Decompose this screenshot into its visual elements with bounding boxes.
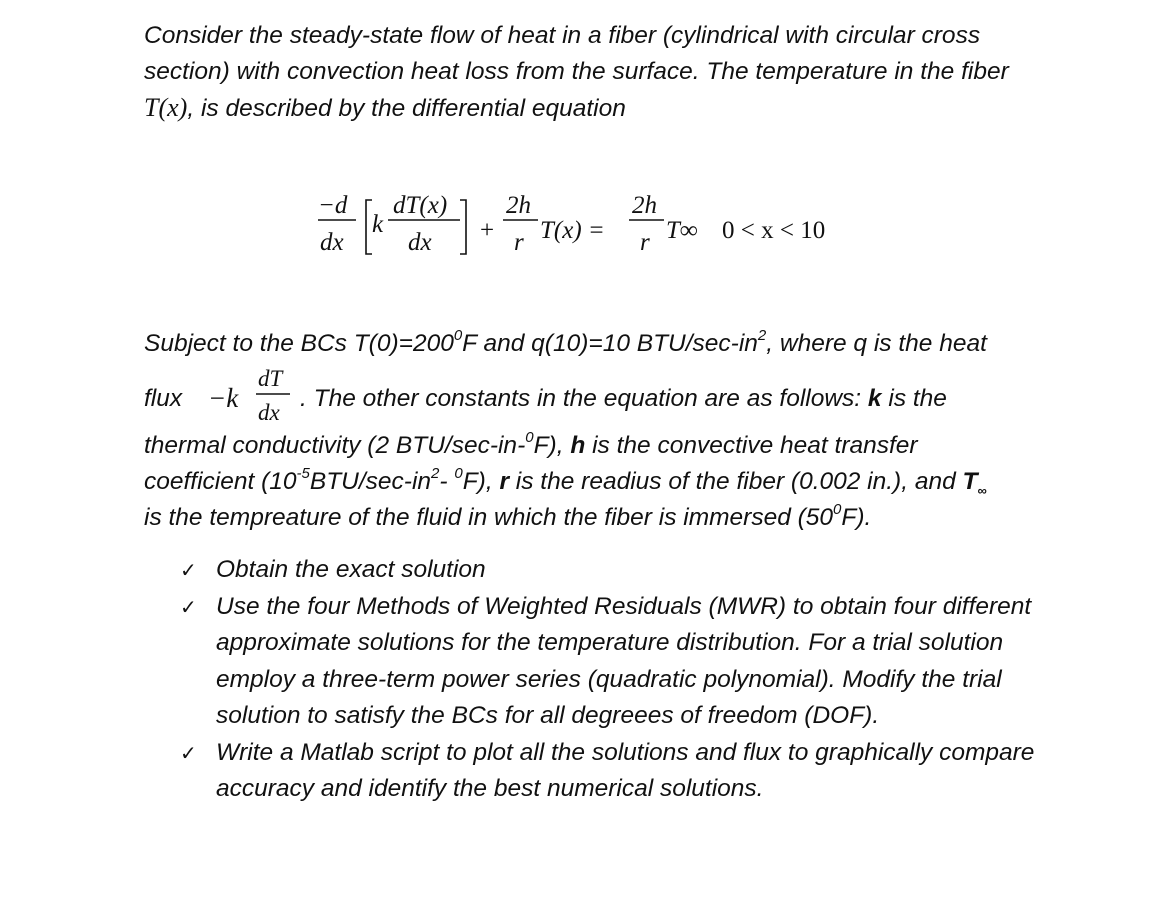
bcs-line-3 [144, 428, 918, 460]
flux-dx: dx [258, 400, 280, 425]
eq-right-bracket [460, 200, 466, 254]
checklist-item [180, 589, 1040, 735]
r-bold: r [499, 468, 509, 495]
square-sup: 2 [431, 464, 440, 482]
bcs-text: F and q(10)=10 BTU/sec-in [462, 330, 758, 357]
intro-function: T(x) [144, 93, 188, 122]
square-sup: 2 [757, 326, 767, 344]
intro-text-1: Consider the steady-state flow of heat in a fiber (cylindrical with circular cross section) with convection heat loss from the surface. The temperature in the fiber [144, 22, 1009, 85]
eq-dTx: dT(x) [393, 192, 448, 219]
checklist-item-text: Use the four Methods of Weighted Residuals (MWR) to obtain four different approximate solutions for the temperature distribution. For a trial solution employ a three-term power series (quadratic polynomial). Modify the trial solution to satisfy the BCs for all degreees of freedom (DOF). [216, 592, 1032, 729]
checklist-item-text: Write a Matlab script to plot all the solutions and flux to graphically compare accuracy and identify the best numerical solutions. [216, 738, 1035, 802]
bcs-text: - [439, 468, 455, 495]
degree-sup: 0 [525, 428, 534, 446]
eq-minus-d: −d [318, 192, 348, 219]
eq-plus: + [480, 217, 495, 244]
t-bold: T [962, 468, 978, 495]
bcs-line-2 [144, 385, 182, 413]
bcs-line-5 [144, 500, 872, 532]
eq-2h-2: 2h [632, 192, 657, 219]
inf-sub: ∞ [977, 482, 987, 498]
bcs-text: thermal conductivity (2 BTU/sec-in- [144, 432, 526, 459]
eq-dx-2: dx [408, 229, 432, 256]
k-bold: k [867, 385, 882, 412]
flux-formula [206, 364, 306, 428]
bcs-text: F). [841, 504, 872, 531]
bcs-line-2-rest [300, 385, 947, 413]
eq-k: k [372, 211, 384, 238]
bcs-text: BTU/sec-in [309, 468, 432, 495]
bcs-text: , where q is the heat [766, 330, 987, 357]
exponent-sup: -5 [296, 464, 310, 482]
eq-2h-1: 2h [506, 192, 531, 219]
flux-word: flux [144, 385, 183, 412]
checklist-item [180, 735, 1040, 808]
check-mark-icon: ✓ [180, 740, 197, 765]
bcs-text: is the tempreature of the fluid in which the fiber is immersed (50 [144, 504, 834, 531]
bcs-text: F), [462, 468, 500, 495]
intro-text-2: , is described by the differential equation [187, 95, 626, 122]
t-inf-bold [962, 468, 987, 498]
bcs-line-4 [144, 464, 987, 498]
check-mark-icon: ✓ [180, 594, 197, 619]
checklist-item [180, 552, 1040, 589]
intro-paragraph [144, 18, 1044, 127]
flux-dT: dT [258, 366, 283, 391]
degree-sup: 0 [453, 326, 463, 344]
bcs-text: Subject to the BCs T(0)=200 [144, 330, 454, 357]
bcs-text: is the readius of the fiber (0.002 in.), and [509, 468, 963, 495]
eq-dx-1: dx [320, 229, 344, 256]
check-mark-icon: ✓ [180, 558, 197, 582]
eq-domain: 0 < x < 10 [722, 217, 826, 244]
bcs-text: is the [881, 385, 947, 412]
eq-T-inf: T∞ [666, 217, 698, 244]
differential-equation [300, 180, 900, 270]
eq-Tx: T(x) = [540, 217, 605, 244]
h-bold: h [570, 432, 586, 459]
eq-r-1: r [514, 229, 524, 256]
eq-r-2: r [640, 229, 650, 256]
bcs-text: F), [533, 432, 571, 459]
bcs-line-1 [144, 326, 987, 358]
flux-minus-k: −k [208, 383, 239, 413]
bcs-text: is the convective heat transfer [585, 432, 918, 459]
bcs-text: . The other constants in the equation are as follows: [300, 385, 868, 412]
bcs-text: coefficient (10 [144, 468, 297, 495]
degree-sup: 0 [454, 464, 463, 482]
checklist-item-text: Obtain the exact solution [216, 556, 486, 583]
task-checklist [180, 552, 1040, 808]
degree-sup: 0 [833, 500, 842, 518]
